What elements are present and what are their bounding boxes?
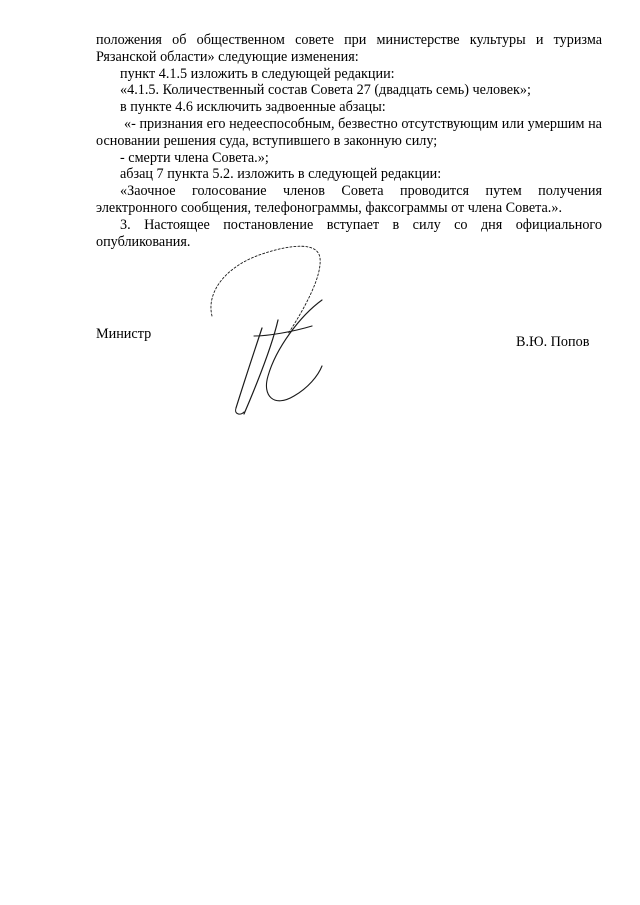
paragraph-clause-5-2-text: «Заочное голосование членов Совета проводится путем получения электронного сообщения, телефонограммы, факсограммы от члена Совета.».	[96, 183, 602, 216]
handwritten-signature	[196, 236, 346, 420]
paragraph-clause-5-2-intro: абзац 7 пункта 5.2. изложить в следующей редакции:	[120, 166, 442, 183]
signature-stroke-left	[236, 328, 262, 408]
signature-tail	[236, 408, 244, 414]
document-body	[96, 32, 602, 250]
signature-crossbar	[254, 326, 312, 336]
paragraph-clause-4-1-5-text: «4.1.5. Количественный состав Совета 27 (двадцать семь) человек»;	[120, 82, 531, 99]
signatory-name: В.Ю. Попов	[516, 334, 590, 350]
paragraph-regulation-changes: положения об общественном совете при министерстве культуры и туризма Рязанской области» следующие изменения:	[96, 32, 602, 65]
paragraph-clause-4-6-incapacity: «- признания его недееспособным, безвестно отсутствующим или умершим на основании решения суда, вступившего в законную силу;	[96, 115, 602, 149]
signature-diagonal	[266, 300, 322, 401]
signatory-title: Министр	[96, 326, 152, 342]
paragraph-clause-4-6-intro: в пункте 4.6 исключить задвоенные абзацы:	[120, 99, 386, 116]
paragraph-clause-4-1-5-intro: пункт 4.1.5 изложить в следующей редакции:	[120, 65, 395, 82]
signature-upper-loop	[211, 246, 320, 334]
paragraph-clause-4-6-death: - смерти члена Совета.»;	[120, 149, 269, 166]
paragraph-entry-into-force: 3. Настоящее постановление вступает в силу со дня официального опубликования.	[96, 216, 602, 250]
